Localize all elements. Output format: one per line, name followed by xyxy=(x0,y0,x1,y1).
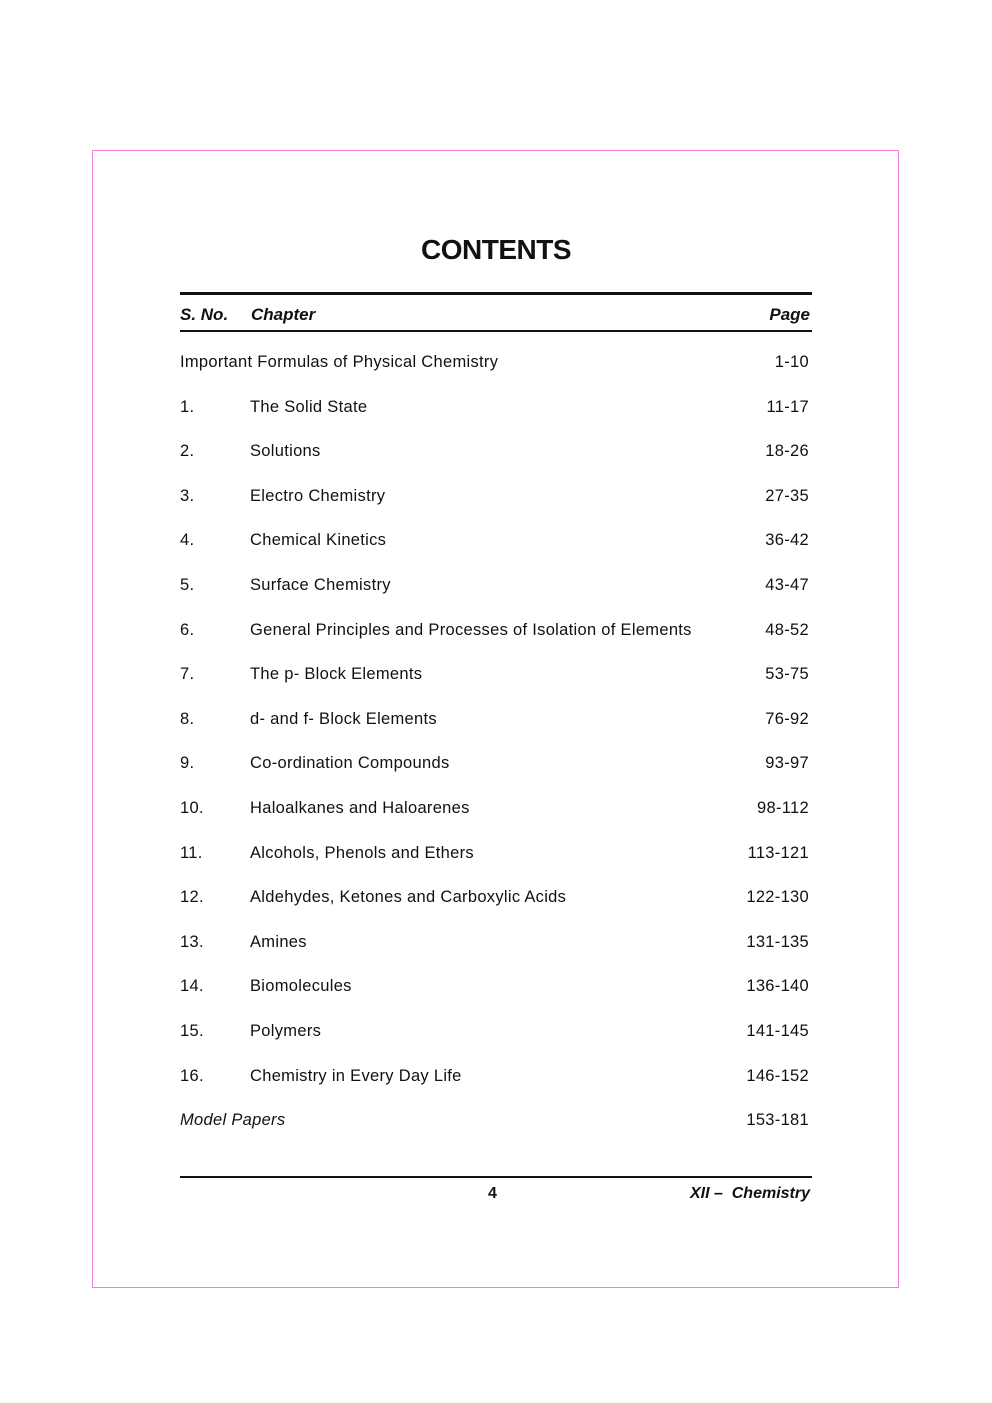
contents-row xyxy=(180,665,809,710)
chapter-title: Polymers xyxy=(250,1021,322,1040)
entry-pages: 1-10 xyxy=(774,353,809,371)
chapter-title: Surface Chemistry xyxy=(250,575,391,594)
contents-row xyxy=(180,977,809,1022)
chapter-title: Haloalkanes and Haloarenes xyxy=(250,798,470,817)
chapter-pages: 122-130 xyxy=(746,888,809,907)
footer-book-title: XII – Chemistry xyxy=(689,1185,810,1202)
header-page: Page xyxy=(769,305,810,324)
chapter-title: General Principles and Processes of Isolation of Elements xyxy=(250,620,692,639)
footer-page-number: 4 xyxy=(488,1185,497,1202)
chapter-title: Chemistry in Every Day Life xyxy=(250,1066,462,1085)
chapter-number: 14. xyxy=(180,977,204,996)
chapter-number: 6. xyxy=(180,620,195,639)
contents-row xyxy=(180,799,809,844)
entry-title: Model Papers xyxy=(180,1111,286,1130)
chapter-number: 7. xyxy=(180,665,195,684)
chapter-number: 4. xyxy=(180,531,195,550)
chapter-number: 11. xyxy=(180,843,203,862)
header-chapter: Chapter xyxy=(251,305,316,324)
entry-title: Important Formulas of Physical Chemistry xyxy=(180,353,499,371)
chapter-title: Solutions xyxy=(250,442,321,461)
chapter-pages: 141-145 xyxy=(746,1021,809,1040)
contents-row xyxy=(180,710,809,755)
chapter-pages: 48-52 xyxy=(765,620,809,639)
contents-row xyxy=(180,1022,809,1067)
chapter-title: The Solid State xyxy=(250,397,368,416)
chapter-pages: 43-47 xyxy=(765,575,809,594)
chapter-pages: 113-121 xyxy=(747,843,809,862)
chapter-title: Amines xyxy=(250,932,307,951)
chapter-number: 16. xyxy=(180,1066,204,1085)
contents-row xyxy=(180,844,809,889)
chapter-pages: 36-42 xyxy=(765,531,809,550)
contents-row xyxy=(180,398,809,443)
chapter-pages: 27-35 xyxy=(765,486,809,505)
chapter-number: 9. xyxy=(180,754,195,773)
chapter-number: 5. xyxy=(180,575,195,594)
contents-row xyxy=(180,621,809,666)
chapter-pages: 98-112 xyxy=(757,798,809,817)
table-header xyxy=(180,305,810,327)
chapter-number: 13. xyxy=(180,932,204,951)
chapter-title: d- and f- Block Elements xyxy=(250,709,437,728)
chapter-number: 2. xyxy=(180,442,195,461)
contents-row-intro xyxy=(180,353,809,398)
header-bottom-rule xyxy=(180,330,812,332)
chapter-pages: 136-140 xyxy=(746,977,809,996)
contents-row xyxy=(180,576,809,621)
chapter-title: Chemical Kinetics xyxy=(250,531,387,550)
chapter-title: Alcohols, Phenols and Ethers xyxy=(250,843,474,862)
page-title: CONTENTS xyxy=(421,234,571,265)
chapter-title: Aldehydes, Ketones and Carboxylic Acids xyxy=(250,888,567,907)
chapter-number: 12. xyxy=(180,888,204,907)
chapter-title: The p- Block Elements xyxy=(250,665,423,684)
contents-row xyxy=(180,442,809,487)
contents-row xyxy=(180,487,809,532)
chapter-number: 8. xyxy=(180,709,195,728)
entry-pages: 153-181 xyxy=(746,1111,809,1130)
contents-row xyxy=(180,933,809,978)
contents-row-model-papers xyxy=(180,1111,809,1156)
header-sno: S. No. xyxy=(180,305,229,324)
chapter-number: 1. xyxy=(180,397,195,416)
chapter-pages: 93-97 xyxy=(765,754,809,773)
chapter-title: Co-ordination Compounds xyxy=(250,754,450,773)
chapter-number: 15. xyxy=(180,1021,204,1040)
chapter-pages: 11-17 xyxy=(766,397,809,416)
chapter-number: 10. xyxy=(180,798,204,817)
contents-row xyxy=(180,531,809,576)
chapter-title: Biomolecules xyxy=(250,977,352,996)
contents-list xyxy=(180,353,809,1156)
chapter-title: Electro Chemistry xyxy=(250,486,386,505)
contents-row xyxy=(180,888,809,933)
footer-rule xyxy=(180,1176,812,1178)
contents-row xyxy=(180,754,809,799)
chapter-pages: 18-26 xyxy=(765,442,809,461)
chapter-number: 3. xyxy=(180,486,195,505)
chapter-pages: 76-92 xyxy=(765,709,809,728)
header-top-rule xyxy=(180,292,812,295)
chapter-pages: 146-152 xyxy=(746,1066,809,1085)
chapter-pages: 53-75 xyxy=(765,665,809,684)
contents-row xyxy=(180,1067,809,1112)
chapter-pages: 131-135 xyxy=(746,932,809,951)
